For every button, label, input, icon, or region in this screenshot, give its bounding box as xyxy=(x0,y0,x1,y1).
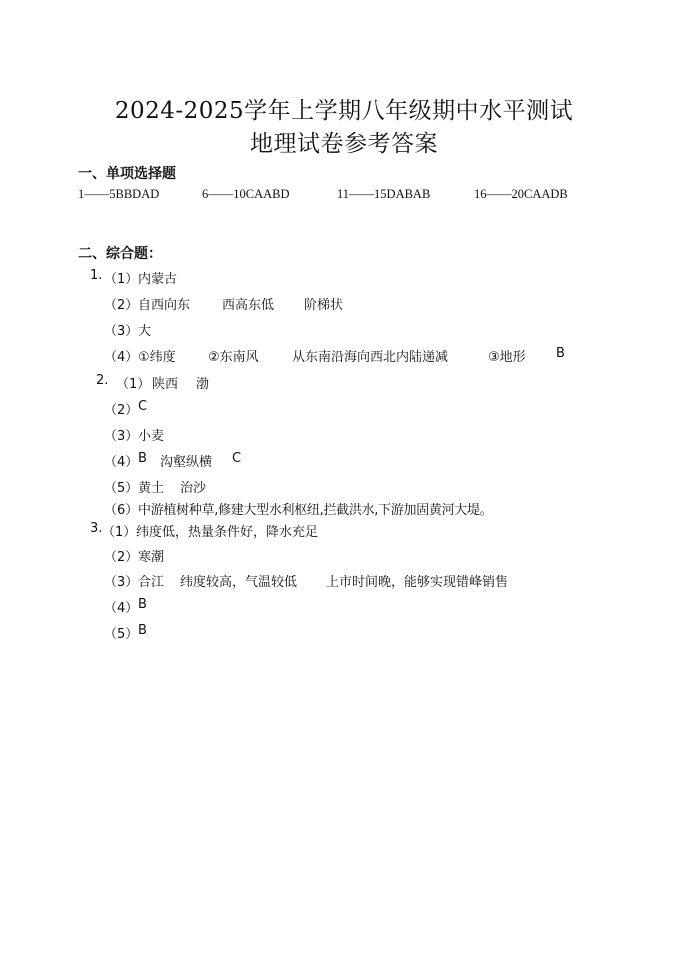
answer-text: 陕西 xyxy=(152,377,179,392)
section-heading-comprehensive: 二、综合题： xyxy=(78,246,162,262)
q1-label: 1. xyxy=(90,268,103,283)
answer-text: 西高东低 xyxy=(222,298,275,313)
answer-text: 黄土 xyxy=(138,481,165,496)
part-number: （5） xyxy=(104,627,139,642)
answer-text: 内蒙古 xyxy=(138,272,178,287)
q2-label: 2. xyxy=(96,373,109,388)
part-number: （1） xyxy=(102,525,137,540)
mc-group-1-5: 1——5BBDAD xyxy=(78,187,160,201)
part-number: （2） xyxy=(104,403,139,418)
answer-text: 中游植树种草,修建大型水利枢纽,拦截洪水,下游加固黄河大堤。 xyxy=(138,503,493,518)
answer-text: 沟壑纵横 xyxy=(160,455,213,470)
part-number: （5） xyxy=(104,481,139,496)
answer-text: ③地形 xyxy=(488,350,526,365)
q3-label: 3. xyxy=(90,521,103,536)
part-number: （2） xyxy=(104,550,139,565)
answer-text: C xyxy=(138,399,148,414)
answer-text: 阶梯状 xyxy=(304,298,344,313)
document-subtitle: 地理试卷参考答案 xyxy=(250,131,438,157)
answer-text: 合江 xyxy=(138,575,165,590)
answer-text: 治沙 xyxy=(180,481,207,496)
answer-text: 自西向东 xyxy=(138,298,191,313)
answer-text: C xyxy=(232,451,242,466)
answer-text: B xyxy=(138,623,147,638)
part-number: （4） xyxy=(104,455,139,470)
part-number: （2） xyxy=(104,298,139,313)
document-title: 2024-2025学年上学期八年级期中水平测试 xyxy=(114,98,574,124)
answer-text: 寒潮 xyxy=(138,550,165,565)
answer-text: B xyxy=(138,451,147,466)
part-number: （6） xyxy=(104,503,139,518)
answer-text: 小麦 xyxy=(138,429,165,444)
mc-group-16-20: 16——20CAADB xyxy=(474,187,568,201)
answer-text: 从东南沿海向西北内陆递减 xyxy=(292,350,449,365)
part-number: （3） xyxy=(104,429,139,444)
answer-text: 大 xyxy=(138,324,152,339)
answer-text: B xyxy=(138,597,147,612)
section-heading-multiple-choice: 一、单项选择题 xyxy=(78,166,176,182)
mc-group-6-10: 6——10CAABD xyxy=(202,187,290,201)
answer-text: 纬度较高，气温较低 xyxy=(180,575,298,590)
part-number: （1） xyxy=(116,377,151,392)
answer-text: ②东南风 xyxy=(208,350,259,365)
part-number: （4） xyxy=(104,601,139,616)
part-number: （3） xyxy=(104,575,139,590)
answer-text: 上市时间晚，能够实现错峰销售 xyxy=(326,575,509,590)
answer-text: B xyxy=(556,346,565,361)
answer-text: 纬度低，热量条件好，降水充足 xyxy=(136,525,319,540)
answer-text: 渤 xyxy=(196,377,210,392)
answer-text: ①纬度 xyxy=(138,350,176,365)
part-number: （3） xyxy=(104,324,139,339)
mc-group-11-15: 11——15DABAB xyxy=(337,187,431,201)
part-number: （1） xyxy=(104,272,139,287)
part-number: （4） xyxy=(104,350,139,365)
